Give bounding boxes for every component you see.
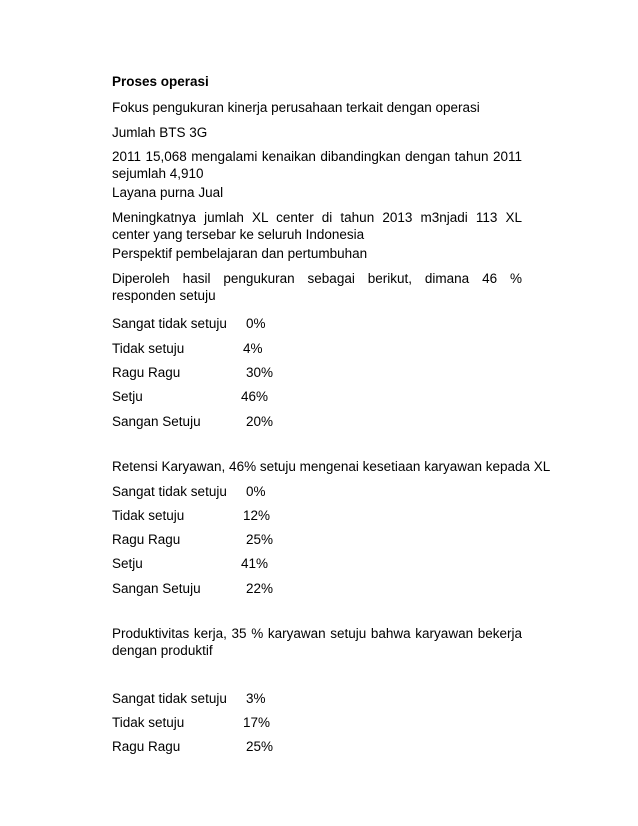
survey2-value: 12% (243, 508, 271, 523)
survey1-value: 20% (246, 414, 274, 429)
survey3-label: Tidak setuju (112, 715, 185, 730)
survey1-row (112, 413, 522, 430)
survey3-value: 17% (243, 715, 271, 730)
survey1-row (112, 388, 522, 405)
survey1-row (112, 340, 522, 357)
section-heading: Proses operasi (112, 74, 209, 89)
survey1-value: 46% (241, 389, 269, 404)
survey1-value: 4% (243, 341, 263, 356)
survey1-value: 30% (246, 365, 274, 380)
survey1-label: Ragu Ragu (112, 365, 181, 380)
survey1-label: Sangan Setuju (112, 414, 201, 429)
survey2-value: 25% (246, 532, 274, 547)
survey3-label: Ragu Ragu (112, 739, 181, 754)
survey2-label: Setju (112, 556, 143, 571)
survey2-label: Tidak setuju (112, 508, 185, 523)
survey2-label: Sangat tidak setuju (112, 484, 227, 499)
survey1-row (112, 315, 522, 332)
survey2-row (112, 555, 522, 572)
survey1-label: Sangat tidak setuju (112, 316, 227, 331)
paragraph-perspektif: Perspektif pembelajaran dan pertumbuhan (112, 246, 368, 261)
paragraph-xl-center: Meningkatnya jumlah XL center di tahun 2013 m3njadi 113 XL center yang tersebar ke seluruh Indonesia (112, 210, 522, 242)
survey2-value: 0% (246, 484, 266, 499)
paragraph-produktivitas: Produktivitas kerja, 35 % karyawan setuju bahwa karyawan bekerja dengan produktif (112, 626, 522, 658)
paragraph-hasil: Diperoleh hasil pengukuran sebagai berikut, dimana 46 % responden setuju (112, 271, 522, 303)
survey2-value: 22% (246, 581, 274, 596)
survey2-value: 41% (241, 556, 269, 571)
survey2-row (112, 531, 522, 548)
survey3-row (112, 690, 522, 707)
survey3-label: Sangat tidak setuju (112, 691, 227, 706)
survey3-row (112, 738, 522, 755)
paragraph-operasi: Fokus pengukuran kinerja perusahaan terkait dengan operasi (112, 100, 480, 115)
survey1-label: Setju (112, 389, 143, 404)
survey2-row (112, 580, 522, 597)
paragraph-retensi: Retensi Karyawan, 46% setuju mengenai kesetiaan karyawan kepada XL (112, 459, 551, 474)
survey1-row (112, 364, 522, 381)
survey3-value: 3% (246, 691, 266, 706)
survey1-value: 0% (246, 316, 266, 331)
survey1-label: Tidak setuju (112, 341, 185, 356)
survey3-row (112, 714, 522, 731)
survey2-label: Sangan Setuju (112, 581, 201, 596)
survey2-row (112, 507, 522, 524)
paragraph-layanan: Layana purna Jual (112, 185, 224, 200)
survey2-row (112, 483, 522, 500)
survey3-value: 25% (246, 739, 274, 754)
paragraph-bts: Jumlah BTS 3G (112, 125, 208, 140)
paragraph-bts-detail: 2011 15,068 mengalami kenaikan dibandingkan dengan tahun 2011 sejumlah 4,910 (112, 149, 522, 181)
survey2-label: Ragu Ragu (112, 532, 181, 547)
